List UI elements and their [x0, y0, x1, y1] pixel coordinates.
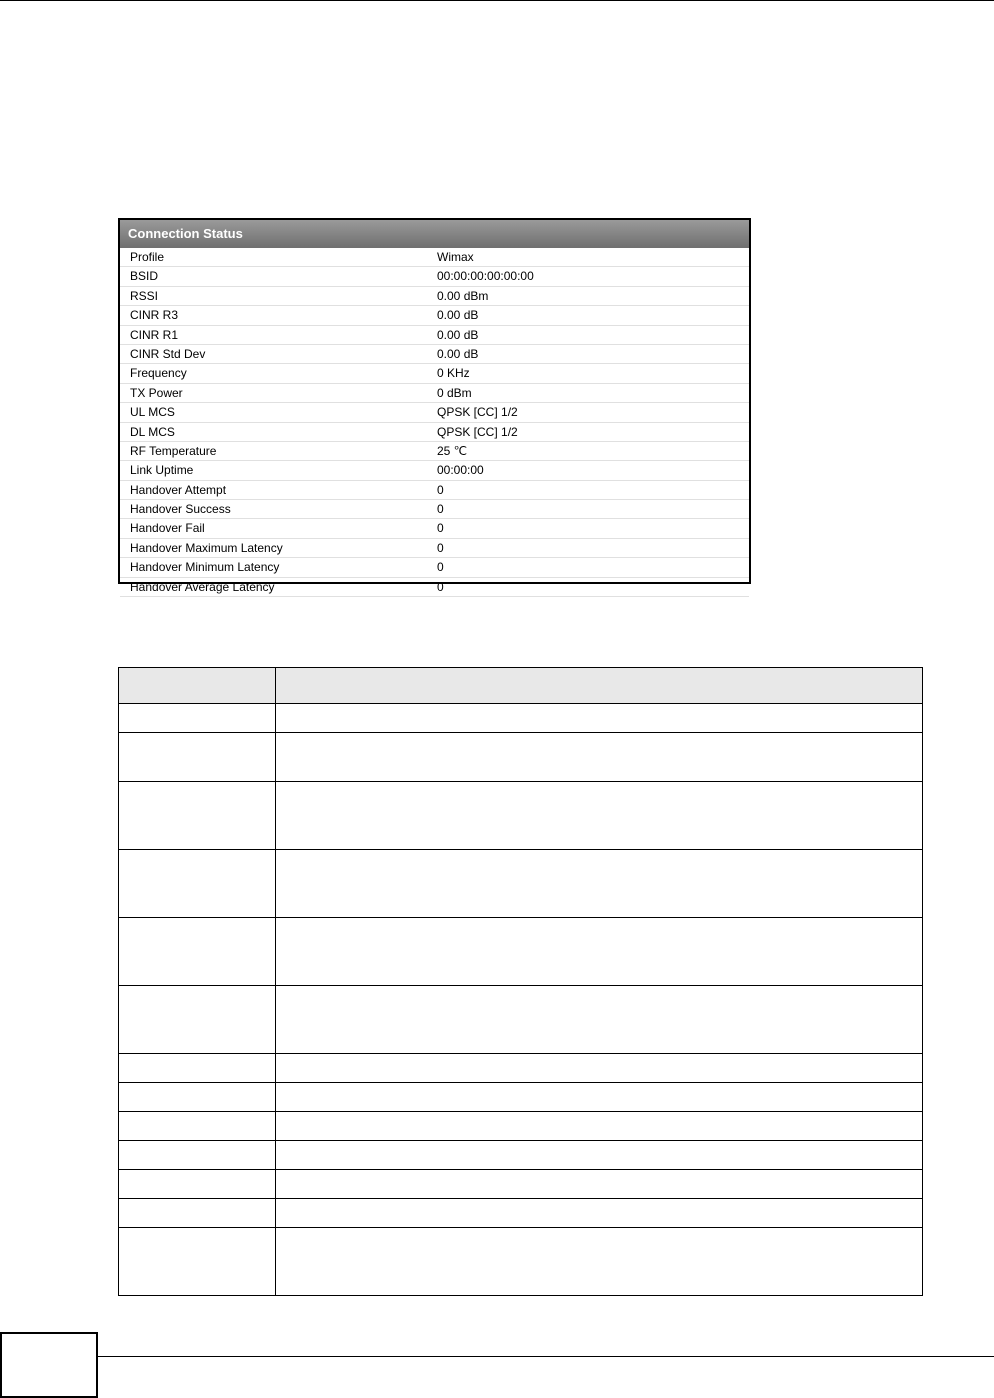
status-row	[120, 481, 749, 500]
status-row-value: 0 dBm	[437, 385, 472, 400]
table-cell	[276, 1170, 923, 1199]
status-row	[120, 384, 749, 403]
table-row	[119, 733, 923, 782]
status-row-label: RSSI	[130, 288, 159, 303]
table-row	[119, 1199, 923, 1228]
status-row-label: Handover Fail	[130, 521, 205, 536]
status-row-value: QPSK [CC] 1/2	[437, 405, 518, 420]
table-cell	[119, 782, 276, 850]
footer-rule	[98, 1356, 994, 1357]
status-row	[120, 539, 749, 558]
status-row-value: QPSK [CC] 1/2	[437, 424, 518, 439]
status-row	[120, 364, 749, 383]
status-row	[120, 248, 749, 267]
status-row	[120, 287, 749, 306]
status-row-label: CINR R3	[130, 308, 179, 323]
status-row-value: 0.00 dB	[437, 327, 479, 342]
status-row	[120, 519, 749, 538]
table-header-cell-label	[119, 668, 276, 704]
status-row	[120, 345, 749, 364]
table-row	[119, 1228, 923, 1296]
table-cell	[276, 1083, 923, 1112]
table-cell	[276, 1199, 923, 1228]
status-row-value: 00:00:00:00:00:00	[437, 269, 534, 284]
table-cell	[276, 733, 923, 782]
connection-status-panel	[118, 218, 751, 594]
status-row	[120, 578, 749, 597]
status-row-label: Handover Average Latency	[130, 579, 275, 594]
table-cell	[276, 986, 923, 1054]
table-cell	[276, 1228, 923, 1296]
status-row-label: BSID	[130, 269, 159, 284]
table-cell	[119, 1199, 276, 1228]
table-row	[119, 1083, 923, 1112]
status-row-value: 0	[437, 482, 444, 497]
description-table	[118, 667, 923, 1296]
status-row	[120, 306, 749, 325]
table-cell	[276, 1141, 923, 1170]
status-row-value: 0 KHz	[437, 366, 470, 381]
table-cell	[276, 1054, 923, 1083]
table-row	[119, 1170, 923, 1199]
status-row-value: 0.00 dBm	[437, 288, 489, 303]
table-header-cell-description	[276, 668, 923, 704]
status-row-value: 00:00:00	[437, 463, 484, 478]
status-row-label: Frequency	[130, 366, 187, 381]
status-row	[120, 500, 749, 519]
table-row	[119, 986, 923, 1054]
connection-status-rows	[120, 248, 749, 597]
status-row-label: Handover Maximum Latency	[130, 540, 283, 555]
table-cell	[119, 1141, 276, 1170]
status-row-value: 0	[437, 521, 444, 536]
status-row-value: 0	[437, 540, 444, 555]
table-cell	[119, 918, 276, 986]
table-row	[119, 704, 923, 733]
status-row-label: Handover Success	[130, 502, 231, 517]
table-row	[119, 1112, 923, 1141]
status-row-value: Wimax	[437, 250, 474, 264]
table-cell	[119, 704, 276, 733]
connection-status-title: Connection Status	[120, 220, 749, 248]
table-cell	[119, 850, 276, 918]
status-row-value: 0	[437, 502, 444, 517]
table-cell	[119, 1170, 276, 1199]
status-row-label: DL MCS	[130, 424, 175, 439]
status-row-value: 25 ℃	[437, 443, 468, 458]
table-row	[119, 1054, 923, 1083]
status-row-label: CINR R1	[130, 327, 179, 342]
table-row	[119, 918, 923, 986]
status-row	[120, 326, 749, 345]
table-cell	[119, 1083, 276, 1112]
status-row-label: Link Uptime	[130, 463, 194, 478]
status-row-label: TX Power	[130, 385, 183, 400]
status-row-label: UL MCS	[130, 405, 175, 420]
status-row-label: CINR Std Dev	[130, 346, 206, 361]
status-row-label: RF Temperature	[130, 443, 217, 458]
status-row-value: 0.00 dB	[437, 346, 479, 361]
status-row-value: 0	[437, 560, 444, 575]
status-row-label: Handover Minimum Latency	[130, 560, 280, 575]
status-row-label: Profile	[130, 250, 165, 264]
table-cell	[276, 704, 923, 733]
table-row	[119, 782, 923, 850]
table-cell	[276, 1112, 923, 1141]
table-cell	[119, 1228, 276, 1296]
table-cell	[276, 918, 923, 986]
table-row	[119, 1141, 923, 1170]
table-cell	[119, 733, 276, 782]
page-number-box	[0, 1332, 98, 1398]
status-row-label: Handover Attempt	[130, 482, 227, 497]
table-cell	[276, 782, 923, 850]
table-row	[119, 850, 923, 918]
status-row	[120, 403, 749, 422]
status-row	[120, 442, 749, 461]
table-cell	[119, 986, 276, 1054]
table-header-row	[119, 668, 923, 704]
status-row	[120, 461, 749, 480]
table-cell	[119, 1112, 276, 1141]
table-cell	[276, 850, 923, 918]
table-cell	[119, 1054, 276, 1083]
top-rule	[0, 0, 994, 1]
status-row	[120, 423, 749, 442]
status-row	[120, 558, 749, 577]
status-row-value: 0.00 dB	[437, 308, 479, 323]
status-row	[120, 267, 749, 286]
status-row-value: 0	[437, 579, 444, 594]
